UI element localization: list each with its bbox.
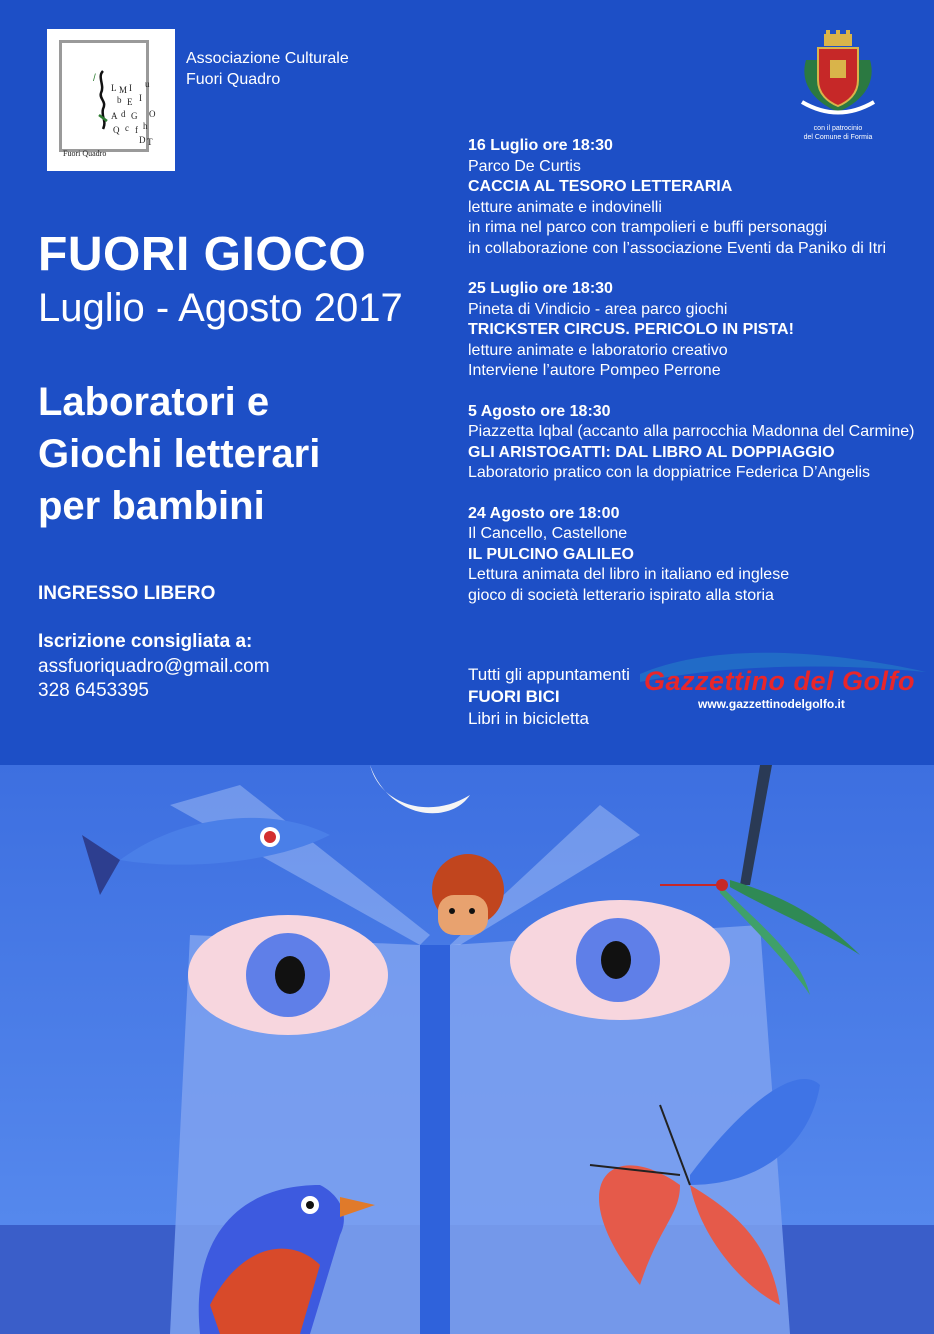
event-detail: Lettura animata del libro in italiano ed inglese [468,566,790,583]
association-name [186,48,349,90]
formia-crest-icon [796,30,880,120]
svg-text:u: u [145,79,150,89]
svg-text:h: h [143,121,148,131]
event-place: Il Cancello, Castellone [468,525,628,542]
svg-text:Q: Q [113,125,120,135]
event-headline [38,376,438,532]
event-detail: gioco di società letterario ispirato alla storia [468,586,774,604]
svg-text:/: / [93,73,96,84]
event-item [468,402,918,484]
event-place: Piazzetta Iqbal (accanto alla parrocchia Madonna del Carmine) [468,423,915,440]
footer-line-1: Tutti gli appuntamenti [468,665,630,684]
svg-text:I: I [129,83,132,93]
event-detail: in collaborazione con l’associazione Eventi da Paniko di Itri [468,239,887,257]
svg-text:c: c [125,123,129,133]
footer-line-2: FUORI BICI [468,687,560,706]
headline-line-3: per bambini [38,484,265,528]
event-detail: letture animate e laboratorio creativo [468,341,728,359]
patronage-line-1: con il patrocinio [813,125,863,132]
svg-text:G: G [131,111,138,121]
event-item [468,279,918,382]
entry-note: INGRESSO LIBERO [38,583,216,604]
event-name: TRICKSTER CIRCUS. PERICOLO IN PISTA! [468,321,794,338]
event-detail: letture animate e indovinelli [468,198,662,216]
event-name: IL PULCINO GALILEO [468,545,634,563]
event-date: 16 Luglio ore 18:30 [468,137,613,154]
association-line-2: Fuori Quadro [186,71,281,88]
event-name: GLI ARISTOGATTI: DAL LIBRO AL DOPPIAGGIO [468,443,835,461]
event-period: Luglio - Agosto 2017 [38,286,403,330]
watermark-url: www.gazzettinodelgolfo.it [698,697,845,711]
event-detail: Interviene l’autore Pompeo Perrone [468,362,721,379]
patronage-line-2: del Comune di Formia [803,134,873,141]
svg-text:O: O [149,109,156,119]
signup-email: assfuoriquadro@gmail.com [38,656,270,677]
logo-caption: Fuori Quadro [63,149,107,158]
watermark-title: Gazzettino del Golfo [644,666,915,696]
svg-text:f: f [135,125,138,135]
svg-text:A: A [111,111,118,121]
headline-line-1: Laboratori e [38,380,270,424]
event-place: Pineta di Vindicio - area parco giochi [468,300,728,318]
illustration-book-face [0,765,934,1334]
event-date: 24 Agosto ore 18:00 [468,504,620,522]
footer-line-3: Libri in bicicletta [468,709,589,728]
event-detail: in rima nel parco con trampolieri e buffi personaggi [468,219,828,236]
footer-note [468,664,630,730]
svg-text:I: I [139,93,142,103]
headline-line-2: Giochi letterari [38,432,321,476]
event-schedule [468,136,918,626]
svg-text:T: T [147,137,153,147]
signup-phone: 328 6453395 [38,680,149,701]
signup-label: Iscrizione consigliata a: [38,631,253,652]
event-date: 25 Luglio ore 18:30 [468,280,613,297]
svg-text:D: D [139,135,146,145]
svg-text:M: M [119,85,128,95]
association-line-1: Associazione Culturale [186,50,349,67]
event-detail: Laboratorio pratico con la doppiatrice Federica D’Angelis [468,464,870,481]
event-date: 5 Agosto ore 18:30 [468,402,611,420]
gazzettino-watermark [640,640,930,720]
event-item [468,136,918,259]
event-place: Parco De Curtis [468,157,581,175]
event-title: FUORI GIOCO [38,228,367,281]
svg-text:L: L [111,83,117,93]
svg-text:E: E [127,97,133,107]
association-logo [47,29,175,171]
svg-text:d: d [121,109,126,119]
event-item [468,504,918,607]
svg-text:b: b [117,95,122,105]
event-name: CACCIA AL TESORO LETTERARIA [468,178,733,195]
